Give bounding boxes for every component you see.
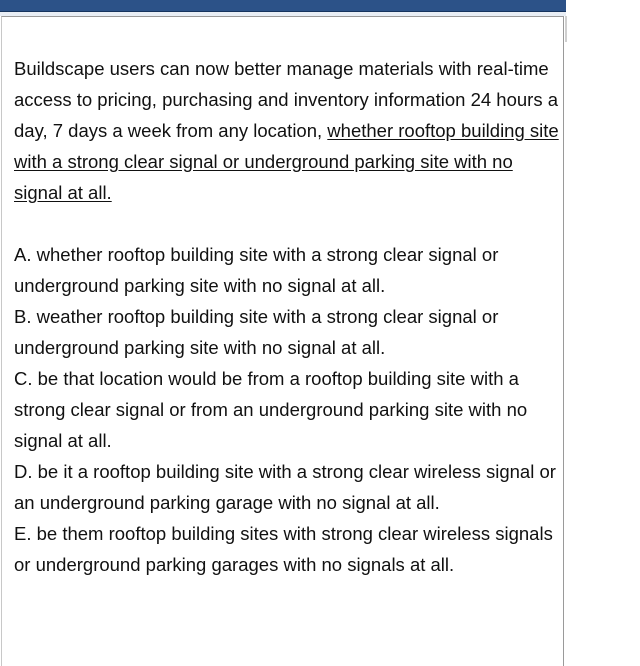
answer-option-e[interactable] [14, 518, 559, 580]
option-letter: A. [14, 244, 32, 265]
option-letter: E. [14, 523, 32, 544]
answer-option-d[interactable] [14, 456, 559, 518]
option-text: weather rooftop building site with a strong clear signal or underground parking site with no signal at all. [14, 306, 499, 358]
option-letter: D. [14, 461, 33, 482]
option-letter: C. [14, 368, 33, 389]
window-top-bar [0, 0, 566, 12]
question-lead-text: Buildscape users can now better manage materials with real-time access to pricing, purchasing and inventory information 24 hours a day, 7 days a week from any location, [14, 58, 558, 141]
answer-option-a[interactable] [14, 239, 559, 301]
question-stem [14, 53, 559, 208]
option-text: be that location would be from a rooftop building site with a strong clear signal or from an underground parking site with no signal at all. [14, 368, 528, 451]
option-text: be them rooftop building sites with strong clear wireless signals or underground parking garages with no signals at all. [14, 523, 553, 575]
option-letter: B. [14, 306, 32, 327]
option-text: whether rooftop building site with a strong clear signal or underground parking site with no signal at all. [14, 244, 499, 296]
answer-option-b[interactable] [14, 301, 559, 363]
answer-options [14, 239, 559, 580]
answer-option-c[interactable] [14, 363, 559, 456]
panel-edge-notch [565, 16, 567, 42]
question-underlined-text: whether rooftop building site with a strong clear signal or underground parking site with no signal at all. [14, 120, 559, 203]
option-text: be it a rooftop building site with a strong clear wireless signal or an underground parking garage with no signal at all. [14, 461, 556, 513]
